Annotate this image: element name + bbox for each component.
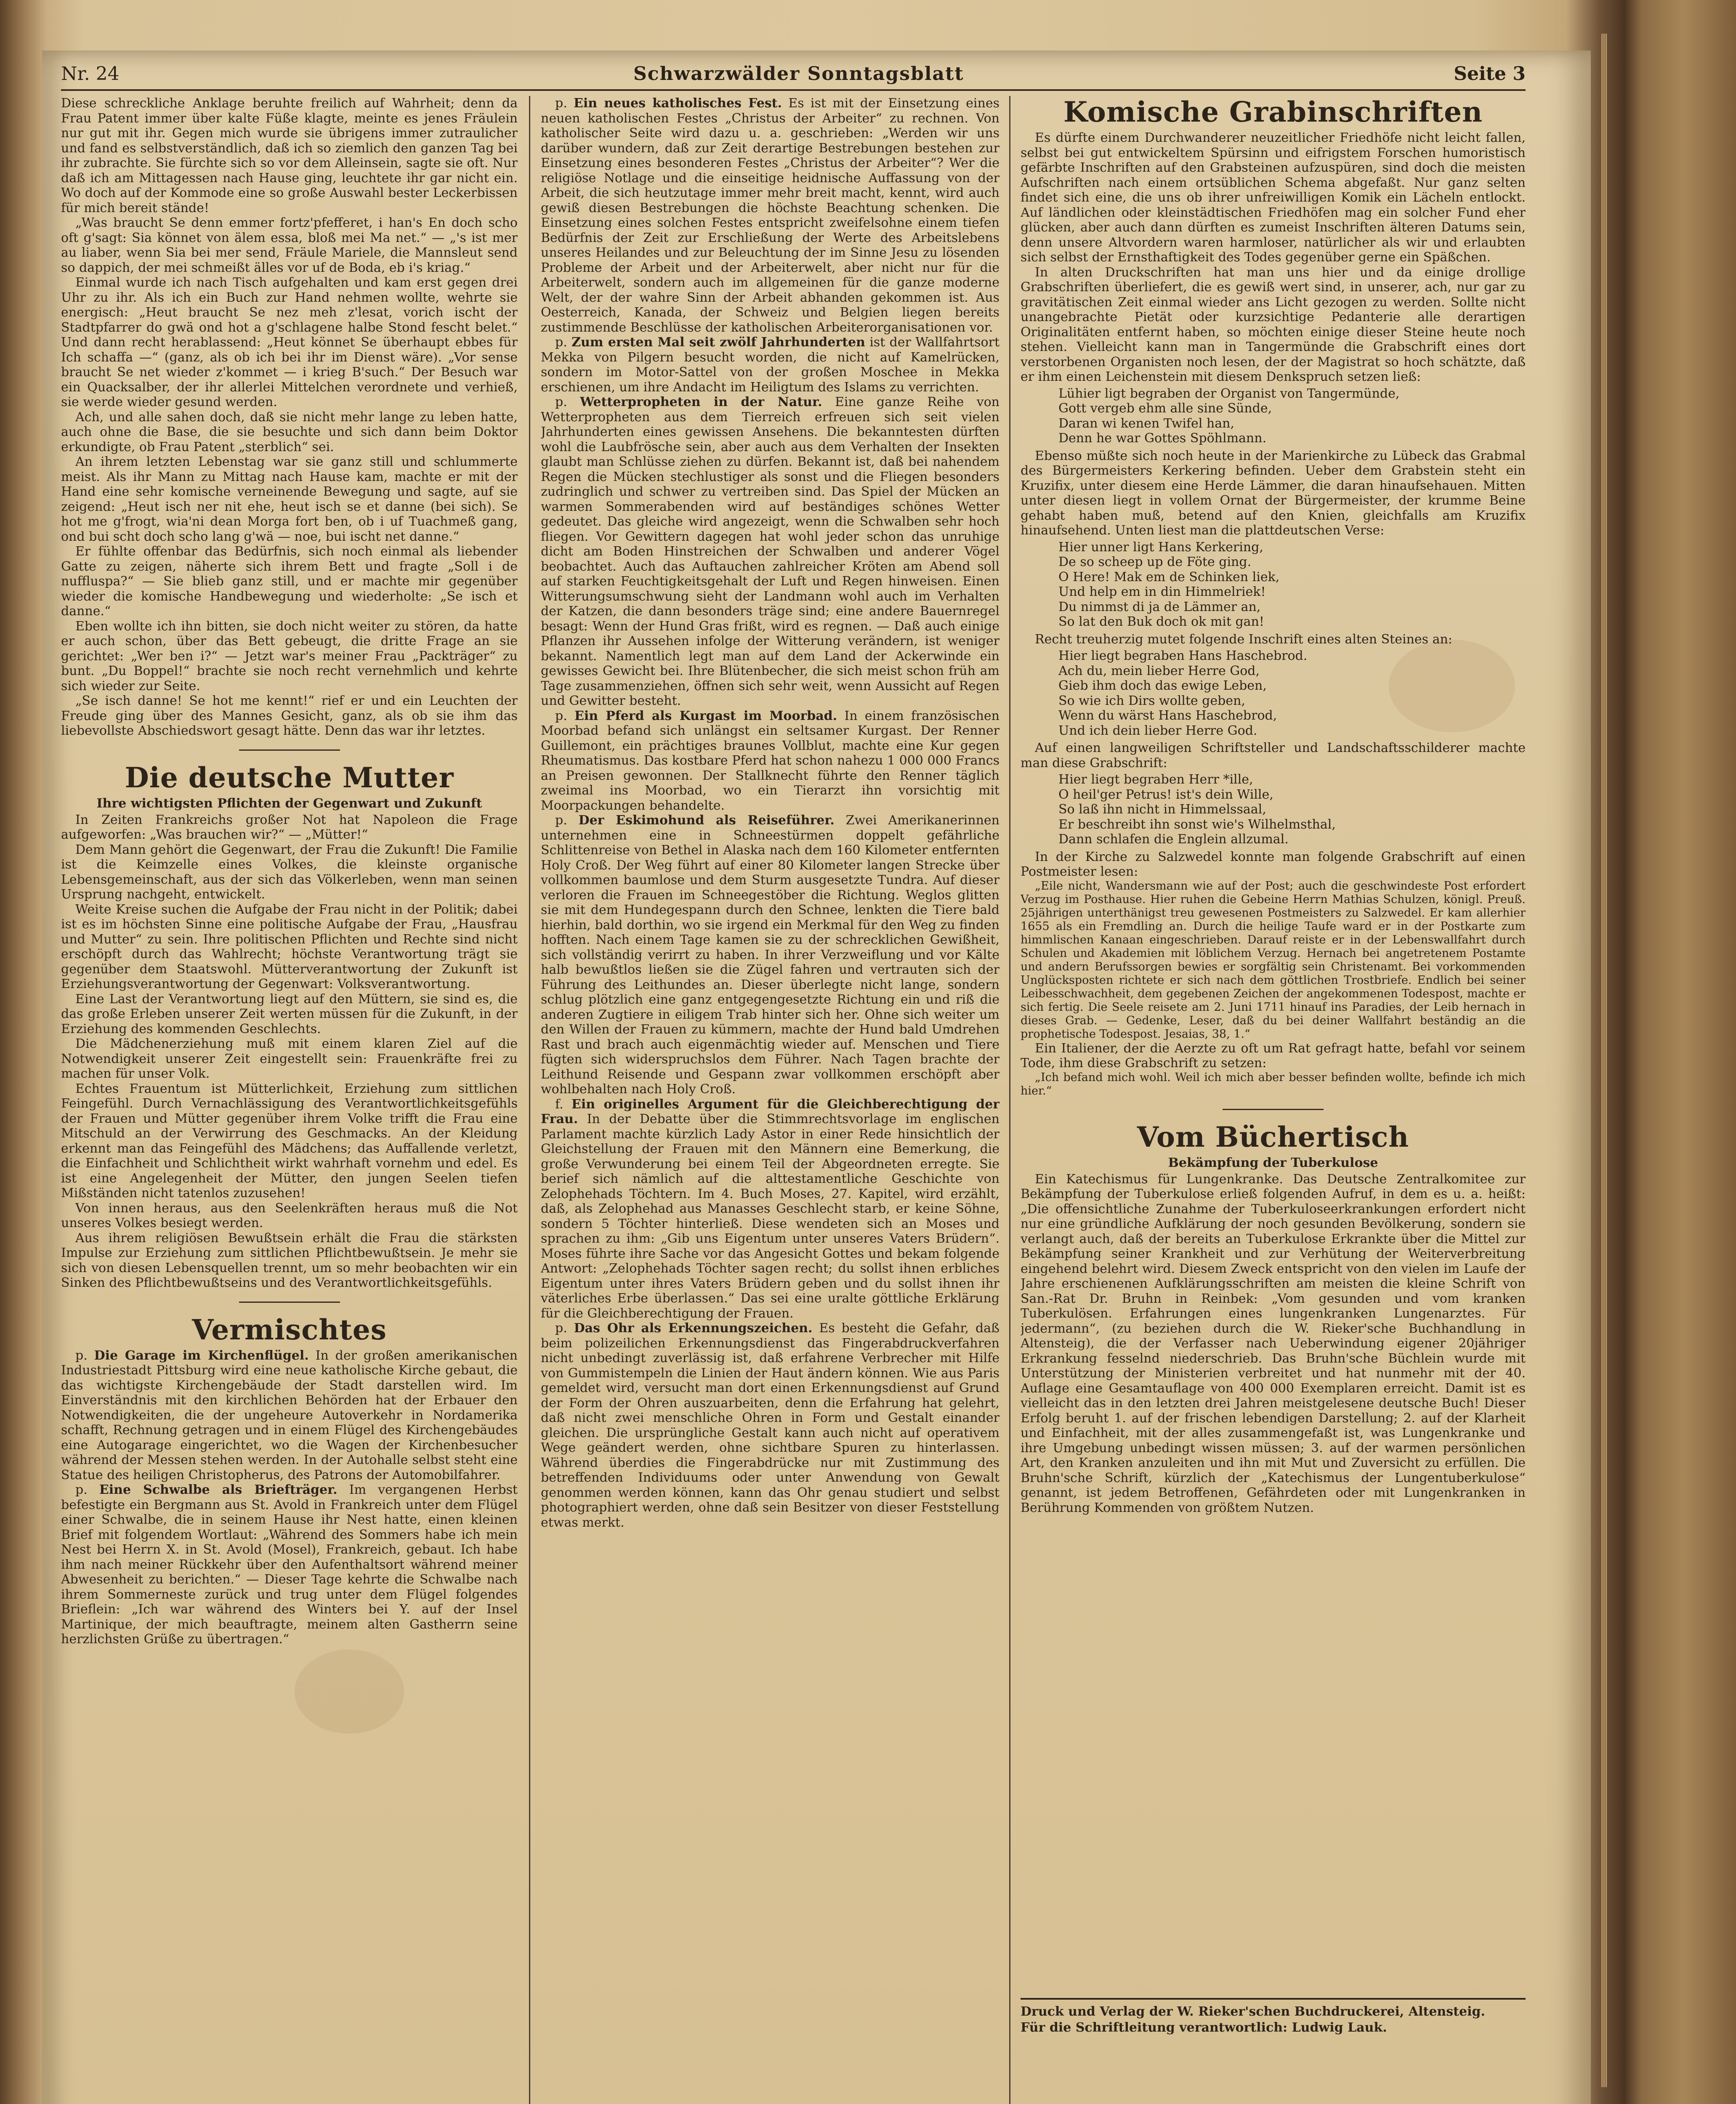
item-title: Die Garage im Kirchenflügel.: [94, 1348, 309, 1363]
news-item: [541, 709, 1000, 813]
section-divider: [239, 1302, 340, 1303]
verse-line: O Here! Mak em de Schinken liek,: [1058, 569, 1280, 584]
news-item: [541, 335, 1000, 395]
article-title-graves: Komische Grabinschriften: [1063, 96, 1483, 128]
item-text: In der großen amerikanischen Industriestadt Pittsburg wird eine neue katholische Kirche gebaut, die das wichtigste Kirchengebäude der Stadt darstellen wird. Im Einverständnis mit den kirchlichen Behörden hat der Erbauer den Notwendigkeiten, die der ungeheure Autoverkehr in Nordamerika schafft, Rechnung getragen und in einem Flügel des Kirchengebäudes eine Autogarage eingerichtet, wo die Wagen der Kirchenbesucher während der Messen stehen werden. In der Autohalle selbst steht eine Statue des heiligen Christopherus, des Patrons der Automobilfahrer.: [61, 1348, 518, 1482]
item-title: Das Ohr als Erkennungszeichen.: [574, 1321, 813, 1336]
story-paragraph: Er fühlte offenbar das Bedürfnis, sich noch einmal als liebender Gatte zu zeigen, näherte sich ihrem Bett und fragte „Soll i de nuffluspa?“ — Sie blieb ganz still, und er machte mir gegenüber wieder die komische Handbewegung und wiederholte: „Se isch et danne.“: [61, 544, 518, 619]
article-paragraph: Aus ihrem religiösen Bewußtsein erhält die Frau die stärksten Impulse zur Erziehung zum sittlichen Pflichtbewußtsein. Je mehr sie sich von diesen Lebensquellen trennt, um so mehr beobachten wir ein Sinken des Pflichtbewußtseins und des Verantwortlichkeitsgefühls.: [61, 1230, 518, 1290]
story-paragraph: „Was braucht Se denn emmer fortz'pfefferet, i han's En doch scho oft g'sagt: Sia könnet von älem essa, bloß mei Ma net.“ — „'s ist mer au liaber, wenn Sia bei mer send, Fräule Mariele, die Mannsleut send so dappich, der mei schmeißt älles vor uf de Boda, eb i's kriag.“: [61, 215, 518, 275]
verse-line: Er beschreibt ihn sonst wie's Wilhelmsthal,: [1058, 817, 1336, 832]
verse-line: De so scheep up de Föte ging.: [1058, 555, 1252, 569]
article-title-mother: Die deutsche Mutter: [125, 761, 454, 794]
article-paragraph: In der Kirche zu Salzwedel konnte man folgende Grabschrift auf einen Postmeister lesen:: [1021, 849, 1526, 879]
article-paragraph: Von innen heraus, aus den Seelenkräften heraus muß die Not unseres Volkes besiegt werden.: [61, 1201, 518, 1230]
verse-line: Dann schlafen die Englein allzumal.: [1058, 832, 1289, 847]
news-item: [61, 1482, 518, 1647]
article-paragraph: Eine Last der Verantwortung liegt auf den Müttern, sie sind es, die das große Erleben unserer Zeit werten müssen für die Zukunft, in der Erziehung des kommenden Geschlechts.: [61, 991, 518, 1036]
column-rule: [529, 96, 530, 2104]
imprint-publisher: Druck und Verlag der W. Rieker'schen Buchdruckerei, Altensteig.: [1021, 2004, 1485, 2019]
item-title: Eine Schwalbe als Briefträger.: [99, 1482, 338, 1497]
book-binding-edge: [1601, 34, 1607, 2087]
article-paragraph: Ebenso müßte sich noch heute in der Marienkirche zu Lübeck das Grabmal des Bürgermeisters Kerkering befinden. Ueber dem Grabstein steht ein Kruzifix, unter diesem eine Herde Lämmer, die daran hinaufsehauen. Mitten unter diesen liegt in vollem Ornat der Bürgermeister, der krumme Beine gehabt haben muß, betend auf den Knien, gleichfalls am Kruzifix hinaufsehend. Unten liest man die plattdeutschen Verse:: [1021, 448, 1526, 538]
item-prefix: p.: [555, 395, 567, 409]
news-item: [541, 395, 1000, 709]
item-text: In der Debatte über die Stimmrechtsvorlage im englischen Parlament machte kürzlich Lady Astor in einer Rede hinsichtlich der Gleichstellung der Frauen mit den Männern eine Bemerkung, die große Verwunderung bei einem Teil der Abgeordneten erregte. Sie berief sich nämlich auf die alttestamentliche Geschichte von Zelophehads Töchtern. Im 4. Buch Moses, 27. Kapitel, wird erzählt, daß, als Zelophehad aus Manasses Geschlecht starb, er keine Söhne, sondern 5 Töchter hinterließ. Diese wendeten sich an Moses und sprachen zu ihm: „Gib uns Eigentum unter unseres Vaters Brüdern“. Moses führte ihre Sache vor das Angesicht Gottes und bekam folgende Antwort: „Zelophehads Töchter sagen recht; du sollst ihnen erbliches Eigentum unter ihres Vaters Brüdern geben und du sollst ihnen ihr väterliches Erbe überlassen.“ Das sei eine uralte göttliche Erklärung für die Gleichberechtigung der Frauen.: [541, 1112, 1000, 1321]
story-paragraph: An ihrem letzten Lebenstag war sie ganz still und schlummerte meist. Als ihr Mann zu Mittag nach Hause kam, machte er mit der Hand eine sehr komische verneinende Bewegung und sagte, auf sie zeigend: „Heut isch ner nit ehe, heut isch se et danne (bei sich). Se hot me g'frogt, wia'ni dean Morga fort ben, ob i uf Tuachmeß gang, ond bui scht doch scho lang g'wä — noe, bui ischt net danne.“: [61, 454, 518, 544]
article-paragraph: In alten Druckschriften hat man uns hier und da einige drollige Grabschriften überliefert, die es gewiß wert sind, in unserer, ach, nur gar zu gravitätischen Zeit einmal wieder ans Licht gezogen zu werden. Sollte nicht unangebrachte Pietät oder kurzsichtige Pedanterie alle derartigen Originalitäten entfernt haben, so möchten einige dieser Steine heute noch stehen. Vielleicht kann man in Tangermünde die Grabschrift eines dort verstorbenen Organisten noch lesen, der der Magistrat so hoch schätzte, daß er ihm einen Leichenstein mit diesem Denkspruch setzen ließ:: [1021, 265, 1526, 384]
verse-line: So wie ich Dirs wollte geben,: [1058, 693, 1245, 708]
article-paragraph: Auf einen langweiligen Schriftsteller und Landschaftsschilderer machte man diese Grabschrift:: [1021, 741, 1526, 770]
item-title: Ein Pferd als Kurgast im Moorbad.: [574, 708, 837, 723]
item-prefix: p.: [555, 1321, 567, 1336]
issue-number: Nr. 24: [61, 63, 120, 85]
item-prefix: p.: [555, 96, 567, 111]
page-header: [61, 63, 1526, 88]
epitaph-quote: „Ich befand mich wohl. Weil ich mich aber besser befinden wollte, befinde ich mich hier.“: [1021, 1071, 1526, 1097]
newspaper-title: Schwarzwälder Sonntagsblatt: [633, 63, 964, 85]
column-rule: [1009, 96, 1010, 2104]
item-prefix: p.: [75, 1348, 88, 1363]
item-text: ist der Wallfahrtsort Mekka von Pilgern besucht worden, die nicht auf Kamelrücken, sondern im Motor-Sattel von der großen Moschee in Mekka erschienen, um ihre Andacht im Heiligtum des Islams zu verrichten.: [541, 335, 1000, 395]
item-text: Im vergangenen Herbst befestigte ein Bergmann aus St. Avold in Frankreich unter dem Flügel einer Schwalbe, die in seinem Hause ihr Nest hatte, einen kleinen Brief mit folgendem Wortlaut: „Während des Sommers habe ich mein Nest bei Herrn X. in St. Avold (Mosel), Frankreich, gebaut. Ich habe ihm nach meiner Rückkehr über den Aufenthaltsort während meiner Abwesenheit zu berichten.“ — Dieser Tage kehrte die Schwalbe nach ihrem Sommerneste zurück und trug unter dem Flügel folgendes Brieflein: „Ich war während des Winters bei Y. auf der Insel Martinique, der mich beauftragte, meinem alten Gastherrn seine herzlichsten Grüße zu übertragen.“: [61, 1482, 518, 1647]
header-rule: [61, 89, 1526, 91]
epitaph-verse: [1058, 540, 1526, 630]
section-divider: [239, 749, 340, 751]
verse-line: So lat den Buk doch ok mit gan!: [1058, 614, 1264, 629]
verse-line: Hier liegt begraben Hans Haschebrod.: [1058, 648, 1308, 663]
article-paragraph: In Zeiten Frankreichs großer Not hat Napoleon die Frage aufgeworfen: „Was brauchen wir?“ — „Mütter!“: [61, 812, 518, 842]
article-paragraph: Recht treuherzig mutet folgende Inschrift eines alten Steines an:: [1035, 632, 1452, 647]
verse-line: Daran wi kenen Twifel han,: [1058, 416, 1234, 431]
item-title: Ein originelles Argument für die Gleichberechtigung der Frau.: [541, 1097, 1000, 1126]
imprint: [1021, 1998, 1526, 2036]
item-title: Ein neues katholisches Fest.: [574, 96, 782, 111]
article-paragraph: Weite Kreise suchen die Aufgabe der Frau nicht in der Politik; dabei ist es im höchsten Sinne eine politische Aufgabe der Frau, „Hausfrau und Mutter“ zu sein. Ihre politischen Pflichten und Rechte sind nicht erschöpft durch das Wahlrecht; höchste Verantwortung trägt sie gegenüber dem Staatswohl. Mütterverantwortung der Zukunft ist Erziehungsverantwortung der Gegenwart: Volksverantwortung.: [61, 902, 518, 991]
item-prefix: p.: [555, 813, 567, 828]
item-text: Zwei Amerikanerinnen unternehmen eine in Schneestürmen doppelt gefährliche Schlittenreise von Bethel in Alaska nach dem 160 Kilometer entfernten Holy Croß. Der Weg führt auf einer 80 Kilometer langen Strecke über vollkommen baumlose und dem Sturm ausgesetzte Tundra. Auf dieser verloren die Frauen im Schneegestöber die Richtung. Weglos glitten sie mit dem Hundegespann durch den Schnee, lenkten die Tiere bald hierhin, bald dorthin, wo sie irgend ein Merkmal für den Weg zu finden hofften. Nach einem Tage kamen sie zu der schrecklichen Gewißheit, sich vollständig verirrt zu haben. In ihrer Verzweiflung und vor Kälte halb bewußtlos ließen sie die Zügel fahren und vertrauten sich der Führung des Leithundes an. Dieser überlegte nicht lange, sondern schlug plötzlich eine ganz entgegengesetzte Richtung ein und riß die anderen Zugtiere in eiligem Trab hinter sich her. Ohne sich weiter um den Willen der Frauen zu kümmern, machte der Hund bald Umdrehen Rast und brach auch eigenmächtig wieder auf. Menschen und Tiere fügten sich widerspruchslos dem Führer. Nach Tagen brachte der Leithund Reisende und Gespann zwar vollkommen erschöpft aber wohlbehalten nach Holy Croß.: [541, 813, 1000, 1097]
verse-line: Hier unner ligt Hans Kerkering,: [1058, 539, 1263, 555]
epitaph-quote: „Eile nicht, Wandersmann wie auf der Post; auch die geschwindeste Post erfordert Verzug im Posthause. Hier ruhen die Gebeine Herrn Mathias Schulzen, königl. Preuß. 25jährigen unterthänigst treu gewesenen Postmeisters zu Salzwedel. Er kam allerhier 1655 als ein Fremdling an. Durch die heilige Taufe ward er in der Postkarte zum himmlischen Kanaan eingeschrieben. Darauf reiste er in der Lebenswallfahrt durch Schulen und Akademien mit löblichem Verzug. Hernach bei angetretenem Postamte und andern Berufssorgen bewies er sorgfältig sein Christenamt. Bei vorkommenden Unglücksposten richtete er sich nach dem göttlichen Trostbriefe. Endlich bei seiner Leibesschwachheit, dem gegebenen Zeichen der angekommenen Todespost, machte er sich fertig. Die Seele reisete am 2. Juni 1711 hinauf ins Paradies, der Leib hernach in dieses Grab. — Gedenke, Leser, daß du bei deiner Wallfahrt beständig an die prophetische Todespost. Jesaias, 38, 1.“: [1021, 879, 1526, 1041]
item-text: In einem französischen Moorbad befand sich unlängst ein seltsamer Kurgast. Der Renner Guillemont, ein prächtiges braunes Vollblut, machte eine Kur gegen Rheumatismus. Das kostbare Pferd hat schon nahezu 1 000 000 Francs an Preisen gewonnen. Der Stallknecht führte den Renner täglich zweimal ins Moorbad, wo ein Tierarzt ihn vorsichtig mit Moorpackungen behandelte.: [541, 708, 1000, 813]
story-paragraph: Einmal wurde ich nach Tisch aufgehalten und kam erst gegen drei Uhr zu ihr. Als ich ein Buch zur Hand nehmen wollte, wehrte sie energisch: „Heut braucht Se nez meh z'lesat, vorich ischt der Stadtpfarrer do gwä ond hot a g'schlagene halbe Stond fescht belet.“ Und dann recht herablassend: „Heut könnet Se überhaupt ebbes für Ich schaffa —“ (ganz, als ob ich bei ihr im Dienst wäre). „Vor sense braucht Se net wieder z'kommet — i krieg B'such.“ Der Besuch war ein Quacksalber, der ihr allerlei Mittelchen verordnete und verhieß, sie werde wieder gesund werden.: [61, 275, 518, 409]
imprint-editor: Für die Schriftleitung verantwortlich: Ludwig Lauk.: [1021, 2020, 1387, 2035]
verse-line: Du nimmst di ja de Lämmer an,: [1058, 599, 1261, 614]
item-prefix: p.: [75, 1482, 88, 1497]
page-number: Seite 3: [1454, 63, 1526, 85]
section-title-misc: Vermischtes: [192, 1313, 387, 1346]
column-3: [1021, 96, 1526, 2104]
section-subtitle-books: Bekämpfung der Tuberkulose: [1168, 1155, 1378, 1170]
column-2: [541, 96, 1000, 2104]
news-item: [541, 1097, 1000, 1321]
section-divider: [1223, 1109, 1324, 1110]
item-title: Wetterpropheten in der Natur.: [580, 395, 822, 409]
column-1: [61, 96, 518, 2104]
verse-line: Hier liegt begraben Herr *ille,: [1058, 772, 1253, 787]
news-item: [541, 1321, 1000, 1530]
story-paragraph: „Se isch danne! Se hot me kennt!“ rief er und ein Leuchten der Freude ging über des Mannes Gesicht, ganz, als ob sie ihm das liebevollste Abschiedswort gesagt hätte. Denn das war ihr letztes.: [61, 693, 518, 738]
verse-line: Lühier ligt begraben der Organist von Tangermünde,: [1058, 386, 1400, 401]
article-paragraph: Echtes Frauentum ist Mütterlichkeit, Erziehung zum sittlichen Feingefühl. Durch Vernachlässigung des Verantwortlichkeitsgefühls der Frauen und Mütter gegenüber ihrem Volke trifft die Frau eine Mitschuld an der Verwirrung des Geschmacks. An der Kleidung erkennt man das Feingefühl des Mädchens; das Auffallende verletzt, die Einfachheit und Schlichtheit wirkt wahrhaft vornehm und edel. Es ist eine Angelegenheit der Mütter, den jungen Seelen tiefen Mißständen nicht tatenlos zuzusehen!: [61, 1081, 518, 1201]
news-item: [541, 813, 1000, 1097]
story-paragraph: Ach, und alle sahen doch, daß sie nicht mehr lange zu leben hatte, auch ohne die Base, die sie besuchte und sich dann beim Doktor erkundigte, ob Frau Patent „sterblich“ sei.: [61, 409, 518, 454]
verse-line: Gieb ihm doch das ewige Leben,: [1058, 678, 1267, 693]
epitaph-verse: [1058, 648, 1526, 738]
verse-line: Gott vergeb ehm alle sine Sünde,: [1058, 401, 1272, 416]
verse-line: Denn he war Gottes Spöhlmann.: [1058, 431, 1267, 446]
verse-line: Wenn du wärst Hans Haschebrod,: [1058, 708, 1277, 723]
epitaph-verse: [1058, 772, 1526, 847]
article-paragraph: Die Mädchenerziehung muß mit einem klaren Ziel auf die Notwendigkeit unserer Zeit eingestellt sein: Frauenkräfte frei zu machen für unser Volk.: [61, 1036, 518, 1081]
story-paragraph: Eben wollte ich ihn bitten, sie doch nicht weiter zu stören, da hatte er auch schon, über das Bett gebeugt, die dritte Frage an sie gerichtet: „Wer ben i?“ — Jetzt war's meiner Frau „Packträger“ zu bunt. „Du Boppel!“ brachte sie noch recht vernehmlich und kehrte sich wieder zur Seite.: [61, 619, 518, 693]
verse-line: So laß ihn nicht in Himmelssaal,: [1058, 802, 1266, 817]
item-title: Der Eskimohund als Reiseführer.: [578, 813, 835, 828]
item-prefix: p.: [555, 335, 567, 350]
verse-line: Und help em in din Himmelriek!: [1058, 584, 1266, 599]
item-prefix: p.: [555, 708, 567, 723]
verse-line: O heil'ger Petrus! ist's dein Wille,: [1058, 787, 1273, 802]
verse-line: Und ich dein lieber Herre God.: [1058, 723, 1257, 738]
article-paragraph: Ein Italiener, der die Aerzte zu oft um Rat gefragt hatte, befahl vor seinem Tode, ihm diese Grabschrift zu setzen:: [1021, 1041, 1526, 1071]
item-title: Zum ersten Mal seit zwölf Jahrhunderten: [572, 335, 865, 350]
article-paragraph: Dem Mann gehört die Gegenwart, der Frau die Zukunft! Die Familie ist die Keimzelle eines Volkes, die kleinste organische Lebensgemeinschaft, aus der sich das Völkerleben, wenn man seinen Ursprung nachgeht, entwickelt.: [61, 842, 518, 902]
verse-line: Ach du, mein lieber Herre God,: [1058, 663, 1260, 678]
item-text: Eine ganze Reihe von Wetterpropheten aus dem Tierreich erfreuen sich seit vielen Jahrhunderten eines gewissen Ansehens. Die bekanntesten dürften wohl die Laubfrösche sein, aber auch aus dem Verhalten der Insekten glaubt man Schlüsse ziehen zu dürfen. Bekannt ist, daß bei nahendem Regen die Mücken stechlustiger als sonst und die Fliegen besonders zudringlich und schwer zu vertreiben sind. Das Spiel der Mücken an warmen Sommerabenden wird auf beständiges schönes Wetter gedeutet. Das gleiche wird angezeigt, wenn die Schwalben sehr hoch fliegen. Vor Gewittern dagegen hat wohl jeder schon das unruhige dicht am Boden Hinstreichen der Schwalben und anderer Vögel beobachtet. Auch das Auftauchen zahlreicher Kröten am Abend soll auf starken Feuchtigkeitsgehalt der Luft und Regen hinweisen. Einen Witterungsumschwung sieht der Landmann wohl auch im Verhalten der Katzen, die dann besonders träge sind; eine andere Bauernregel besagt: Wenn der Hund Gras frißt, wird es regnen. — Daß auch einige Pflanzen ihr Aussehen infolge der Witterung verändern, ist weniger bekannt. Namentlich legt man auf dem Land der Ackerwinde ein gewisses Gewicht bei. Ihre Blütenbecher, die sich meist schon früh am Tage zusammenziehen, öffnen sich sehr weit, wenn Aussicht auf Regen und Gewitter besteht.: [541, 395, 1000, 708]
article-subtitle-mother: Ihre wichtigsten Pflichten der Gegenwart und Zukunft: [96, 796, 482, 811]
epitaph-verse: [1058, 386, 1526, 446]
article-paragraph: Ein Katechismus für Lungenkranke. Das Deutsche Zentralkomitee zur Bekämpfung der Tuberkulose erließ folgenden Aufruf, in dem es u. a. heißt: „Die offensichtliche Zunahme der Tuberkuloseerkrankungen erfordert nicht nur eine gründliche Aufklärung der noch gesunden Bevölkerung, sondern sie verlangt auch, daß der bereits an Tuberkulose Erkrankte über die Mittel zur Bekämpfung seiner Krankheit und zur Verhütung der Weiterverbreitung eingehend belehrt wird. Diesem Zweck entspricht von den vielen im Laufe der Jahre erschienenen Aufklärungsschriften am meisten die kleine Schrift von San.-Rat Dr. Bruhn in Reinbek: „Vom gesunden und vom kranken Tuberkulösen. Erfahrungen eines lungenkranken Lungenarztes. Für jedermann“, (zu beziehen durch die W. Rieker'sche Buchhandlung in Altensteig), die der Verfasser nach Ueberwindung eigener 20jähriger Erkrankung fesselnd niederschrieb. Das Bruhn'sche Büchlein wurde mit Unterstützung der Ministerien verbreitet und hat nunmehr mit der 40. Auflage eine Gesamtauflage von 400 000 Exemplaren erreicht. Damit ist es vielleicht das in den letzten drei Jahren meistgelesene deutsche Buch! Dieser Erfolg beruht 1. auf der frischen lebendigen Darstellung; 2. auf der Klarheit und Einfachheit, mit der alles zusammengefaßt ist, was Lungenkranke und ihre Umgebung unbedingt wissen müssen; 3. auf der warmen persönlichen Art, den Kranken anzuleiten und ihn mit Mut und Zuversicht zu erfüllen. Die Bruhn'sche Schrift, kürzlich der „Katechismus der Lungentuberkulose“ genannt, ist jedem Betroffenen, Gefährdeten oder mit Lungenkranken in Berührung Kommenden von größtem Nutzen.: [1021, 1172, 1526, 1515]
item-text: Es ist mit der Einsetzung eines neuen katholischen Festes „Christus der Arbeiter“ zu rechnen. Von katholischer Seite wird dazu u. a. geschrieben: „Werden wir uns darüber wundern, daß zur Zeit derartige Bestrebungen bestehen zur Einsetzung eines besonderen Festes „Christus der Arbeiter“? Wer die religiöse Notlage und die einseitige heidnische Auffassung von der Arbeit, die sich heutzutage immer mehr breit macht, kennt, wird auch gewiß diesen Bestrebungen die höchste Beachtung schenken. Die Einsetzung eines solchen Festes entspricht zweifelsohne einem tiefen Bedürfnis der Zeit zur Erschließung der Werte des Arbeitslebens unseres Heilandes und zur Beleuchtung der im Sinne Jesu zu lösenden Probleme der Arbeit und der Arbeiterwelt, aber nicht nur für die Arbeiterwelt, sondern auch im allgemeinen für die ganze moderne Welt, der der wahre Sinn der Arbeit abhanden gekommen ist. Aus Oesterreich, Kanada, der Schweiz und Belgien liegen bereits zustimmende Beschlüsse der katholischen Arbeiterorganisationen vor.: [541, 96, 1000, 335]
item-text: Es besteht die Gefahr, daß beim polizeilichen Erkennungsdienst das Fingerabdruckverfahren nicht unbedingt zuverlässig ist, daß erfahrene Verbrecher mit Hilfe von Gummistempeln die Linien der Haut ändern können. Wie aus Paris gemeldet wird, versucht man dort einen Erkennungsdienst auf Grund der Form der Ohren auszuarbeiten, denn die Erfahrung hat gelehrt, daß nicht zwei menschliche Ohren in Form und Gestalt einander gleichen. Die ursprüngliche Gestalt kann auch nicht auf operativem Wege geändert werden, ohne sichtbare Spuren zu hinterlassen. Während überdies die Fingerabdrücke nur mit Zustimmung des betreffenden Individuums oder unter Anwendung von Gewalt genommen werden können, kann das Ohr genau studiert und selbst photographiert werden, ohne daß sein Besitzer von dieser Feststellung etwas merkt.: [541, 1321, 1000, 1530]
article-paragraph: Es dürfte einem Durchwanderer neuzeitlicher Friedhöfe nicht leicht fallen, selbst bei gut entwickeltem Spürsinn und eifrigstem Forschen humoristisch gefärbte Inschriften auf den Grabsteinen aufzuspüren, sind doch die meisten Aufschriften nach einem ortsüblichen Schema abgefaßt. Nur ganz selten findet sich eine, die uns ob ihrer unfreiwilligen Komik ein Lächeln entlockt. Auf ländlichen oder kleinstädtischen Friedhöfen mag ein solcher Fund eher glücken, aber auch dann dürften es zumeist Inschriften älteren Datums sein, denn unsere Altvordern waren harmloser, natürlicher als wir und erlaubten sich selbst der Ernsthaftigkeit des Todes gegenüber gerne ein Späßchen.: [1021, 130, 1526, 265]
news-item: [61, 1348, 518, 1483]
item-prefix: f.: [555, 1097, 564, 1112]
story-paragraph: Diese schreckliche Anklage beruhte freilich auf Wahrheit; denn da Frau Patent immer über kalte Füße klagte, meinte es jenes Fräulein nur gut mit ihr. Gegen mich wurde sie übrigens immer zutraulicher und fand es selbstverständlich, daß ich so ziemlich den ganzen Tag bei ihr zubrachte. Sie fürchte sich so vor dem Alleinsein, sagte sie oft. Nur daß ich am Mittagessen nach Hause ging, leuchtete ihr gar nicht ein. Wo doch auf der Kommode eine so große Auswahl bester Leckerbissen für mich bereit stände!: [61, 96, 518, 215]
section-title-books: Vom Büchertisch: [1137, 1120, 1409, 1153]
news-item: [541, 96, 1000, 335]
